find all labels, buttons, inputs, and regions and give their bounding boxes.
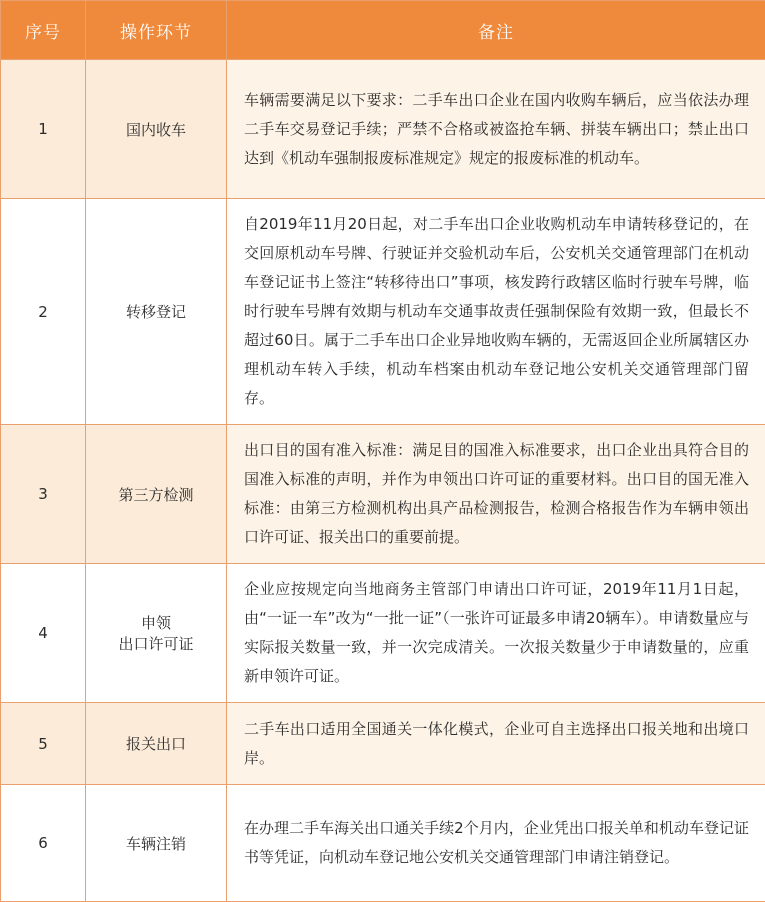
- table-header-row: [1, 1, 765, 60]
- row-stage: 国内收车: [86, 60, 227, 199]
- row-stage-line2: 出口许可证: [87, 633, 225, 654]
- table-row: [1, 703, 765, 785]
- header-stage: 操作环节: [86, 1, 227, 60]
- row-stage-line1: 申领: [87, 612, 225, 633]
- row-note: 自2019年11月20日起，对二手车出口企业收购机动车申请转移登记的，在交回原机动车号牌、行驶证并交验机动车后，公安机关交通管理部门在机动车登记证书上签注“转移待出口”事项，核发跨行政辖区临时行驶车号牌，临时行驶车号牌有效期与机动车交通事故责任强制保险有效期一致，但最长不超过60日。属于二手车出口企业异地收购车辆的，无需返回企业所属辖区办理机动车转入手续，机动车档案由机动车登记地公安机关交通管理部门留存。: [227, 199, 765, 425]
- row-number: 2: [1, 199, 86, 425]
- row-stage: 报关出口: [86, 703, 227, 785]
- row-stage: 第三方检测: [86, 425, 227, 564]
- row-note: 二手车出口适用全国通关一体化模式，企业可自主选择出口报关地和出境口岸。: [227, 703, 765, 785]
- row-note: 出口目的国有准入标准：满足目的国准入标准要求，出口企业出具符合目的国准入标准的声明，并作为申领出口许可证的重要材料。出口目的国无准入标准：由第三方检测机构出具产品检测报告，检测合格报告作为车辆申领出口许可证、报关出口的重要前提。: [227, 425, 765, 564]
- row-stage: 车辆注销: [86, 785, 227, 902]
- row-stage: 转移登记: [86, 199, 227, 425]
- table-row: [1, 564, 765, 703]
- row-note: 车辆需要满足以下要求：二手车出口企业在国内收购车辆后，应当依法办理二手车交易登记手续；严禁不合格或被盗抢车辆、拼装车辆出口；禁止出口达到《机动车强制报废标准规定》规定的报废标准的机动车。: [227, 60, 765, 199]
- header-number: 序号: [1, 1, 86, 60]
- row-stage: [86, 564, 227, 703]
- row-number: 5: [1, 703, 86, 785]
- row-note: 在办理二手车海关出口通关手续2个月内，企业凭出口报关单和机动车登记证书等凭证，向机动车登记地公安机关交通管理部门申请注销登记。: [227, 785, 765, 902]
- row-number: 6: [1, 785, 86, 902]
- row-number: 3: [1, 425, 86, 564]
- header-notes: 备注: [227, 1, 765, 60]
- table-row: [1, 199, 765, 425]
- table-row: [1, 425, 765, 564]
- row-number: 4: [1, 564, 86, 703]
- row-note: 企业应按规定向当地商务主管部门申请出口许可证，2019年11月1日起，由“一证一车”改为“一批一证”（一张许可证最多申请20辆车）。申请数量应与实际报关数量一致，并一次完成清关。一次报关数量少于申请数量的，应重新申领许可证。: [227, 564, 765, 703]
- table-row: [1, 785, 765, 902]
- table-row: [1, 60, 765, 199]
- row-number: 1: [1, 60, 86, 199]
